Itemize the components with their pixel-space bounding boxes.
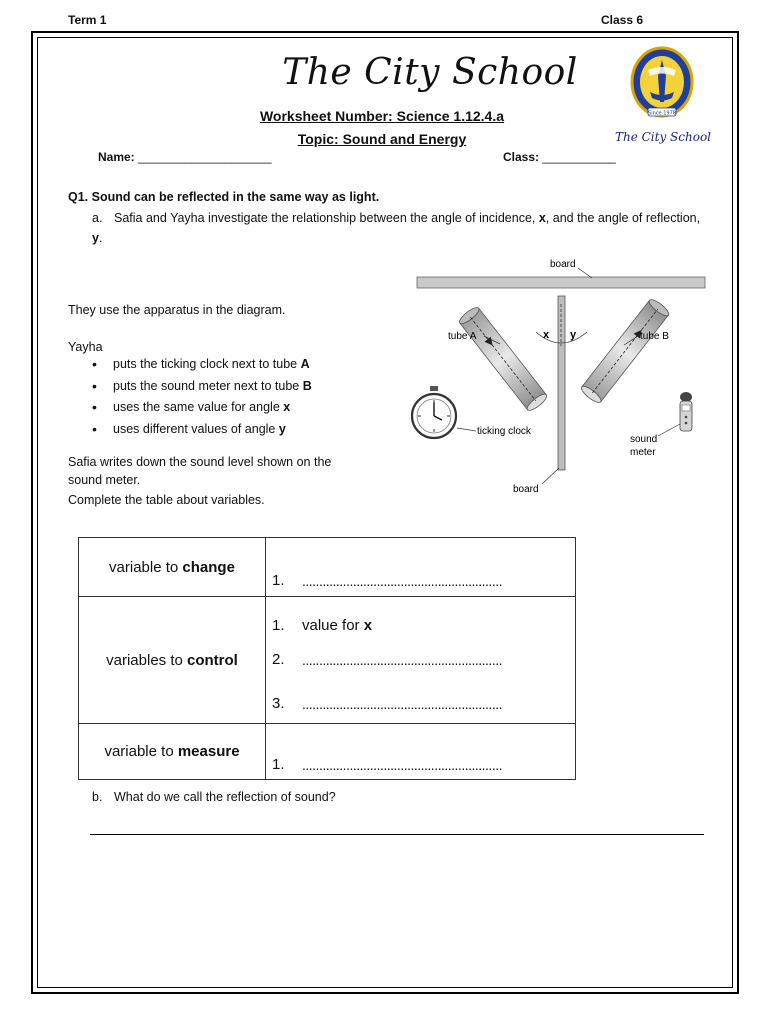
- part-b-text: What do we call the reflection of sound?: [114, 790, 336, 804]
- class-field[interactable]: [503, 150, 616, 164]
- school-title: The City School: [282, 52, 578, 93]
- angle-y-label: y: [570, 329, 577, 341]
- name-label: Name:: [98, 150, 135, 164]
- question-1a: [92, 208, 712, 248]
- measure-answer-cell[interactable]: [266, 724, 576, 780]
- table-instruction: Complete the table about variables.: [68, 493, 265, 507]
- topic-title: Topic: Sound and Energy: [297, 131, 467, 147]
- row-number: 2.: [272, 651, 285, 668]
- answer-line[interactable]: [90, 834, 704, 835]
- question-1b: [92, 790, 336, 804]
- tube-b-label: tube B: [640, 331, 669, 342]
- vertical-board: [558, 296, 565, 470]
- part-b-label: b.: [92, 790, 103, 804]
- ticking-clock-icon: [412, 386, 456, 438]
- variables-table: [78, 537, 576, 780]
- board-top-label: board: [550, 259, 576, 270]
- control-value-x: value for x: [302, 617, 373, 634]
- row-number: 1.: [272, 617, 285, 634]
- term-label: Term 1: [68, 13, 107, 27]
- apparatus-text: They use the apparatus in the diagram.: [68, 303, 286, 317]
- list-item: • puts the ticking clock next to tube A: [92, 357, 312, 379]
- name-field[interactable]: [98, 150, 272, 164]
- class-label: Class:: [503, 150, 540, 164]
- control-label: variables to control: [106, 651, 238, 669]
- board-bottom-label: board: [513, 484, 539, 495]
- row-number: 3.: [272, 695, 285, 712]
- change-label-cell: [79, 538, 266, 597]
- row-number: 1.: [272, 755, 285, 773]
- crest-since-text: Since 1978: [648, 110, 676, 117]
- table-row: [79, 597, 576, 724]
- question-1-heading: Q1. Sound can be reflected in the same way as light.: [68, 190, 380, 204]
- change-answer-cell[interactable]: [266, 538, 576, 597]
- part-a-text: Safia and Yayha investigate the relationship between the angle of incidence, x, and the angle of reflection, y.: [92, 211, 701, 245]
- name-blank: ____________________: [138, 150, 272, 164]
- sound-meter-icon: [680, 392, 692, 431]
- top-board: [417, 277, 705, 288]
- steps-list: [92, 357, 312, 443]
- angle-x-label: x: [543, 329, 550, 341]
- answer-dots[interactable]: ...........................................................: [302, 756, 502, 773]
- list-item: • uses different values of angle y: [92, 422, 312, 444]
- class-header-label: Class 6: [601, 13, 644, 27]
- sound-meter-label-line1: sound: [630, 434, 658, 445]
- measure-label-cell: [79, 724, 266, 780]
- table-row: [79, 724, 576, 780]
- control-answer-cell[interactable]: [266, 597, 576, 724]
- tube-a-label: tube A: [448, 331, 477, 342]
- list-item: • uses the same value for angle x: [92, 400, 312, 422]
- page-border-inner: [37, 37, 733, 988]
- part-a-label: a.: [92, 211, 103, 225]
- safia-text: Safia writes down the sound level shown on the sound meter.: [68, 455, 332, 487]
- tube-b: [579, 297, 671, 405]
- sound-meter-label-line2: meter: [630, 447, 656, 458]
- logo-caption: The City School: [614, 130, 712, 144]
- ticking-clock-label: ticking clock: [477, 426, 531, 437]
- class-blank: ___________: [542, 150, 616, 164]
- worksheet-number: Worksheet Number: Science 1.12.4.a: [259, 108, 505, 124]
- row-number: 1.: [272, 572, 285, 589]
- change-label: variable to change: [109, 558, 235, 576]
- school-crest-logo: [630, 46, 694, 124]
- tube-a: [457, 305, 549, 413]
- apparatus-diagram: [410, 250, 720, 500]
- answer-dots[interactable]: ...........................................................: [302, 652, 502, 668]
- answer-dots[interactable]: ...........................................................: [302, 573, 502, 589]
- answer-dots[interactable]: ...........................................................: [302, 696, 502, 712]
- actor-name: Yayha: [68, 340, 103, 354]
- control-label-cell: [79, 597, 266, 724]
- list-item: • puts the sound meter next to tube B: [92, 379, 312, 401]
- measure-label: variable to measure: [104, 743, 240, 760]
- table-row: [79, 538, 576, 597]
